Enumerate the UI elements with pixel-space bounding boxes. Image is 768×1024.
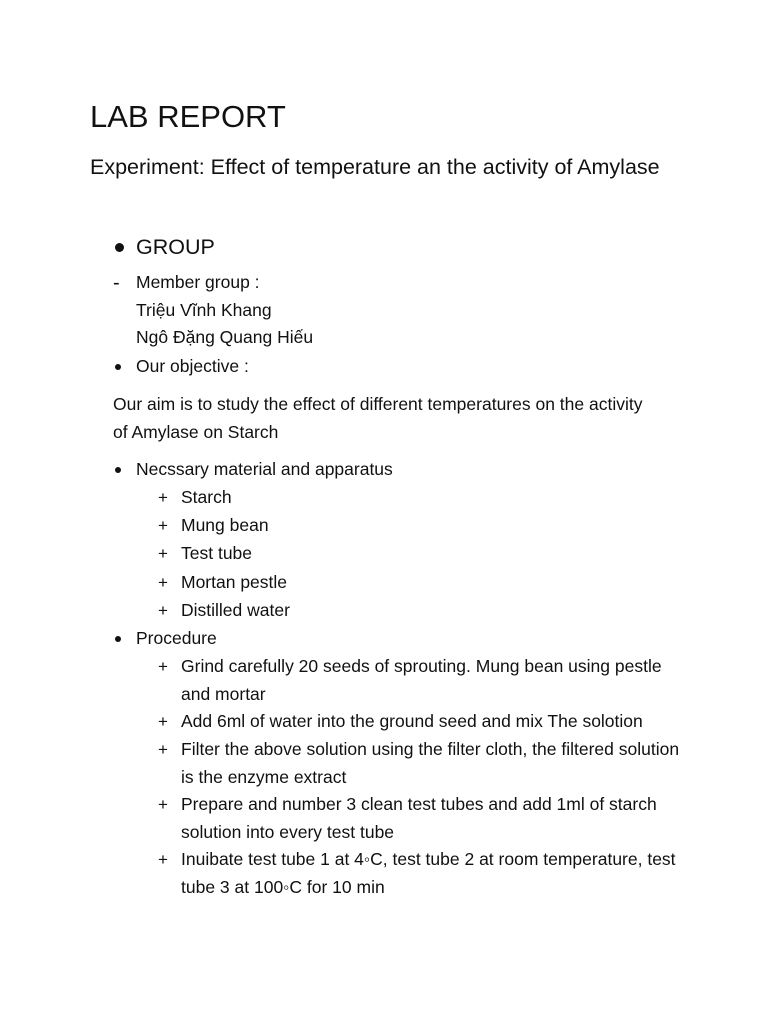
procedure-step: Add 6ml of water into the ground seed and mix The solotion [181,711,643,731]
report-title: LAB REPORT [90,99,286,134]
plus-bullet: + [158,740,168,759]
plus-bullet: + [158,544,168,563]
objective-bullet [115,364,121,370]
plus-bullet: + [158,712,168,731]
member-dash: - [113,272,120,294]
plus-bullet: + [158,573,168,592]
procedure-bullet [115,636,121,642]
objective-paragraph: Our aim is to study the effect of different temperatures on the activity of Amylase on Starch [113,394,643,442]
procedure-heading: Procedure [136,628,217,648]
procedure-step: Prepare and number 3 clean test tubes and add 1ml of starch solution into every test tube [181,794,657,842]
material-item: Test tube [181,543,253,563]
material-item: Distilled water [181,600,290,620]
materials-heading: Necssary material and apparatus [136,459,393,479]
member-name-2: Ngô Đặng Quang Hiếu [136,327,314,347]
group-heading: GROUP [136,235,215,259]
procedure-step: Inuibate test tube 1 at 4◦C, test tube 2 at room temperature, test tube 3 at 100◦C for 10 min [181,849,676,897]
member-group-label: Member group : [136,272,260,292]
procedure-step: Grind carefully 20 seeds of sprouting. Mung bean using pestle and mortar [181,656,662,704]
group-bullet [115,243,124,252]
plus-bullet: + [158,601,168,620]
experiment-subtitle: Experiment: Effect of temperature an the activity of Amylase [90,155,660,179]
material-item: Mortan pestle [181,572,288,592]
material-item: Mung bean [181,515,269,535]
material-item: Starch [181,487,232,507]
objective-heading: Our objective : [136,356,249,376]
procedure-step: Filter the above solution using the filter cloth, the filtered solution is the enzyme extract [181,739,680,787]
member-name-1: Triệu Vĩnh Khang [136,300,272,320]
materials-bullet [115,467,121,473]
plus-bullet: + [158,657,168,676]
plus-bullet: + [158,516,168,535]
plus-bullet: + [158,850,168,869]
plus-bullet: + [158,795,168,814]
plus-bullet: + [158,488,168,507]
